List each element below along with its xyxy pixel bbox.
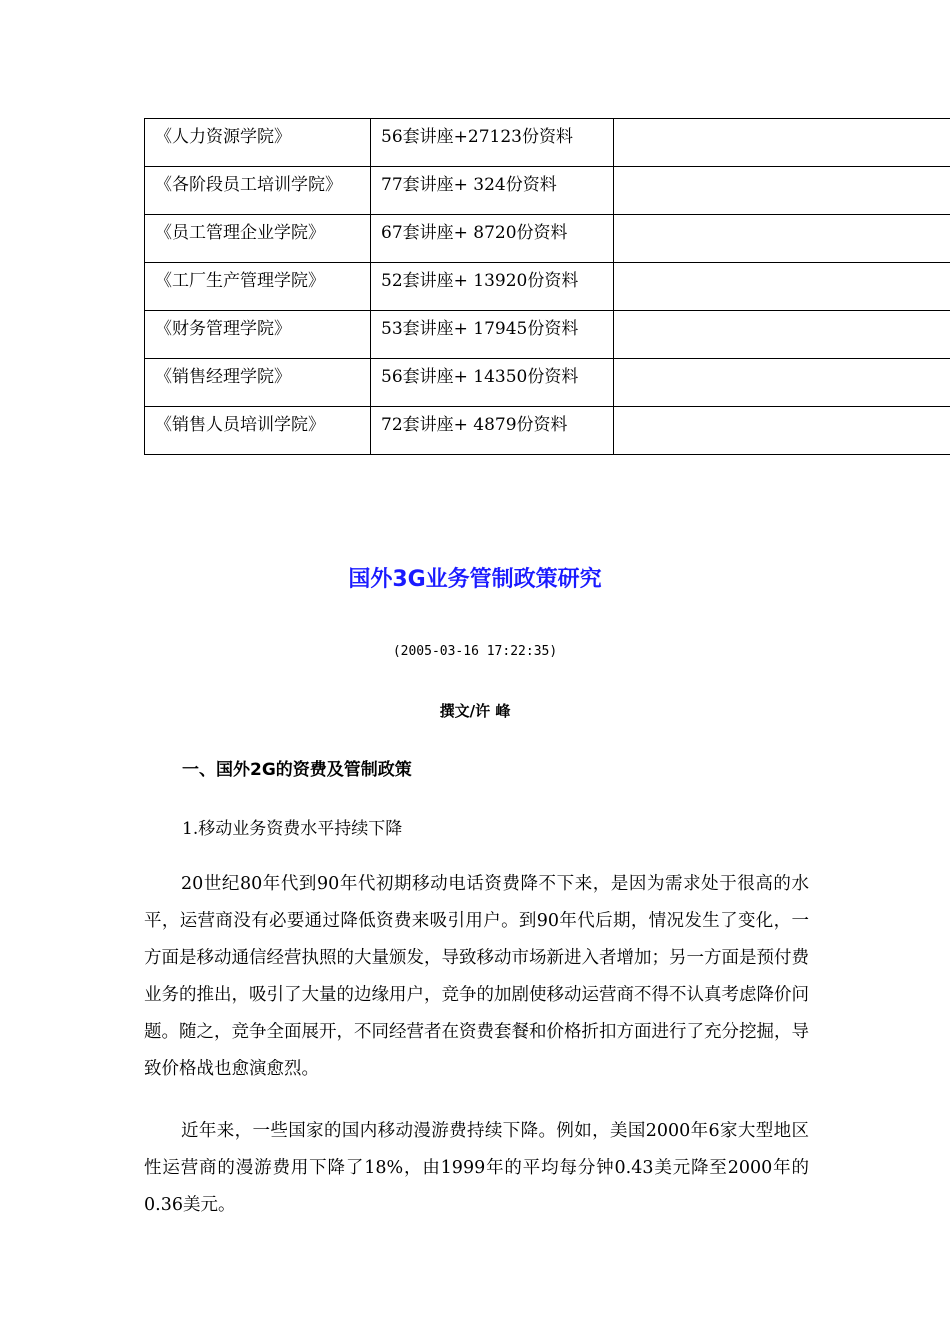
course-content: 56套讲座+ 14350份资料: [381, 367, 579, 387]
course-name: 《各阶段员工培训学院》: [155, 175, 342, 195]
course-content: 52套讲座+ 13920份资料: [381, 271, 579, 291]
course-note-cell: [614, 407, 950, 455]
subsection-heading: 1.移动业务资费水平持续下降: [182, 819, 403, 839]
course-content-cell: [371, 167, 614, 215]
course-name-cell: [145, 215, 371, 263]
course-note-cell: [614, 215, 950, 263]
course-name-cell: [145, 263, 371, 311]
course-content: 53套讲座+ 17945份资料: [381, 319, 579, 339]
table-row: [145, 215, 950, 263]
course-content-cell: [371, 359, 614, 407]
course-name-cell: [145, 167, 371, 215]
article-timestamp: (2005-03-16 17:22:35): [392, 644, 558, 659]
course-table-body: [145, 119, 950, 455]
course-note-cell: [614, 311, 950, 359]
body-paragraph: 20世纪80年代到90年代初期移动电话资费降不下来，是因为需求处于很高的水平，运营商没有必要通过降低资费来吸引用户。到90年代后期，情况发生了变化，一方面是移动通信经营执照的大量颁发，导致移动市场新进入者增加；另一方面是预付费业务的推出，吸引了大量的边缘用户，竞争的加剧使移动运营商不得不认真考虑降价问题。随之，竞争全面展开，不同经营者在资费套餐和价格折扣方面进行了充分挖掘，导致价格战也愈演愈烈。: [144, 874, 809, 1079]
table-row: [145, 407, 950, 455]
course-name-cell: [145, 359, 371, 407]
course-content-cell: [371, 311, 614, 359]
course-content-cell: [371, 119, 614, 167]
course-content: 67套讲座+ 8720份资料: [381, 223, 568, 243]
course-note-cell: [614, 359, 950, 407]
article-byline: 撰文/许 峰: [439, 702, 511, 720]
table-row: [145, 263, 950, 311]
course-name: 《销售人员培训学院》: [155, 415, 325, 435]
course-note-cell: [614, 119, 950, 167]
table-row: [145, 311, 950, 359]
course-content: 77套讲座+ 324份资料: [381, 175, 557, 195]
course-name-cell: [145, 407, 371, 455]
course-content-cell: [371, 263, 614, 311]
course-name: 《员工管理企业学院》: [155, 223, 325, 243]
article-title: 国外3G业务管制政策研究: [348, 567, 602, 592]
course-name: 《销售经理学院》: [155, 367, 291, 387]
course-content: 56套讲座+27123份资料: [381, 127, 573, 147]
course-note-cell: [614, 167, 950, 215]
table-row: [145, 167, 950, 215]
course-content: 72套讲座+ 4879份资料: [381, 415, 568, 435]
course-name-cell: [145, 119, 371, 167]
course-table: [144, 118, 950, 455]
course-content-cell: [371, 215, 614, 263]
course-name: 《工厂生产管理学院》: [155, 271, 325, 291]
course-name-cell: [145, 311, 371, 359]
course-content-cell: [371, 407, 614, 455]
body-paragraph: 近年来，一些国家的国内移动漫游费持续下降。例如，美国2000年6家大型地区性运营商的漫游费用下降了18%，由1999年的平均每分钟0.43美元降至2000年的0.36美元。: [144, 1121, 809, 1215]
course-name: 《人力资源学院》: [155, 127, 291, 147]
section-heading: 一、国外2G的资费及管制政策: [182, 760, 412, 780]
table-row: [145, 359, 950, 407]
table-row: [145, 119, 950, 167]
course-name: 《财务管理学院》: [155, 319, 291, 339]
course-note-cell: [614, 263, 950, 311]
